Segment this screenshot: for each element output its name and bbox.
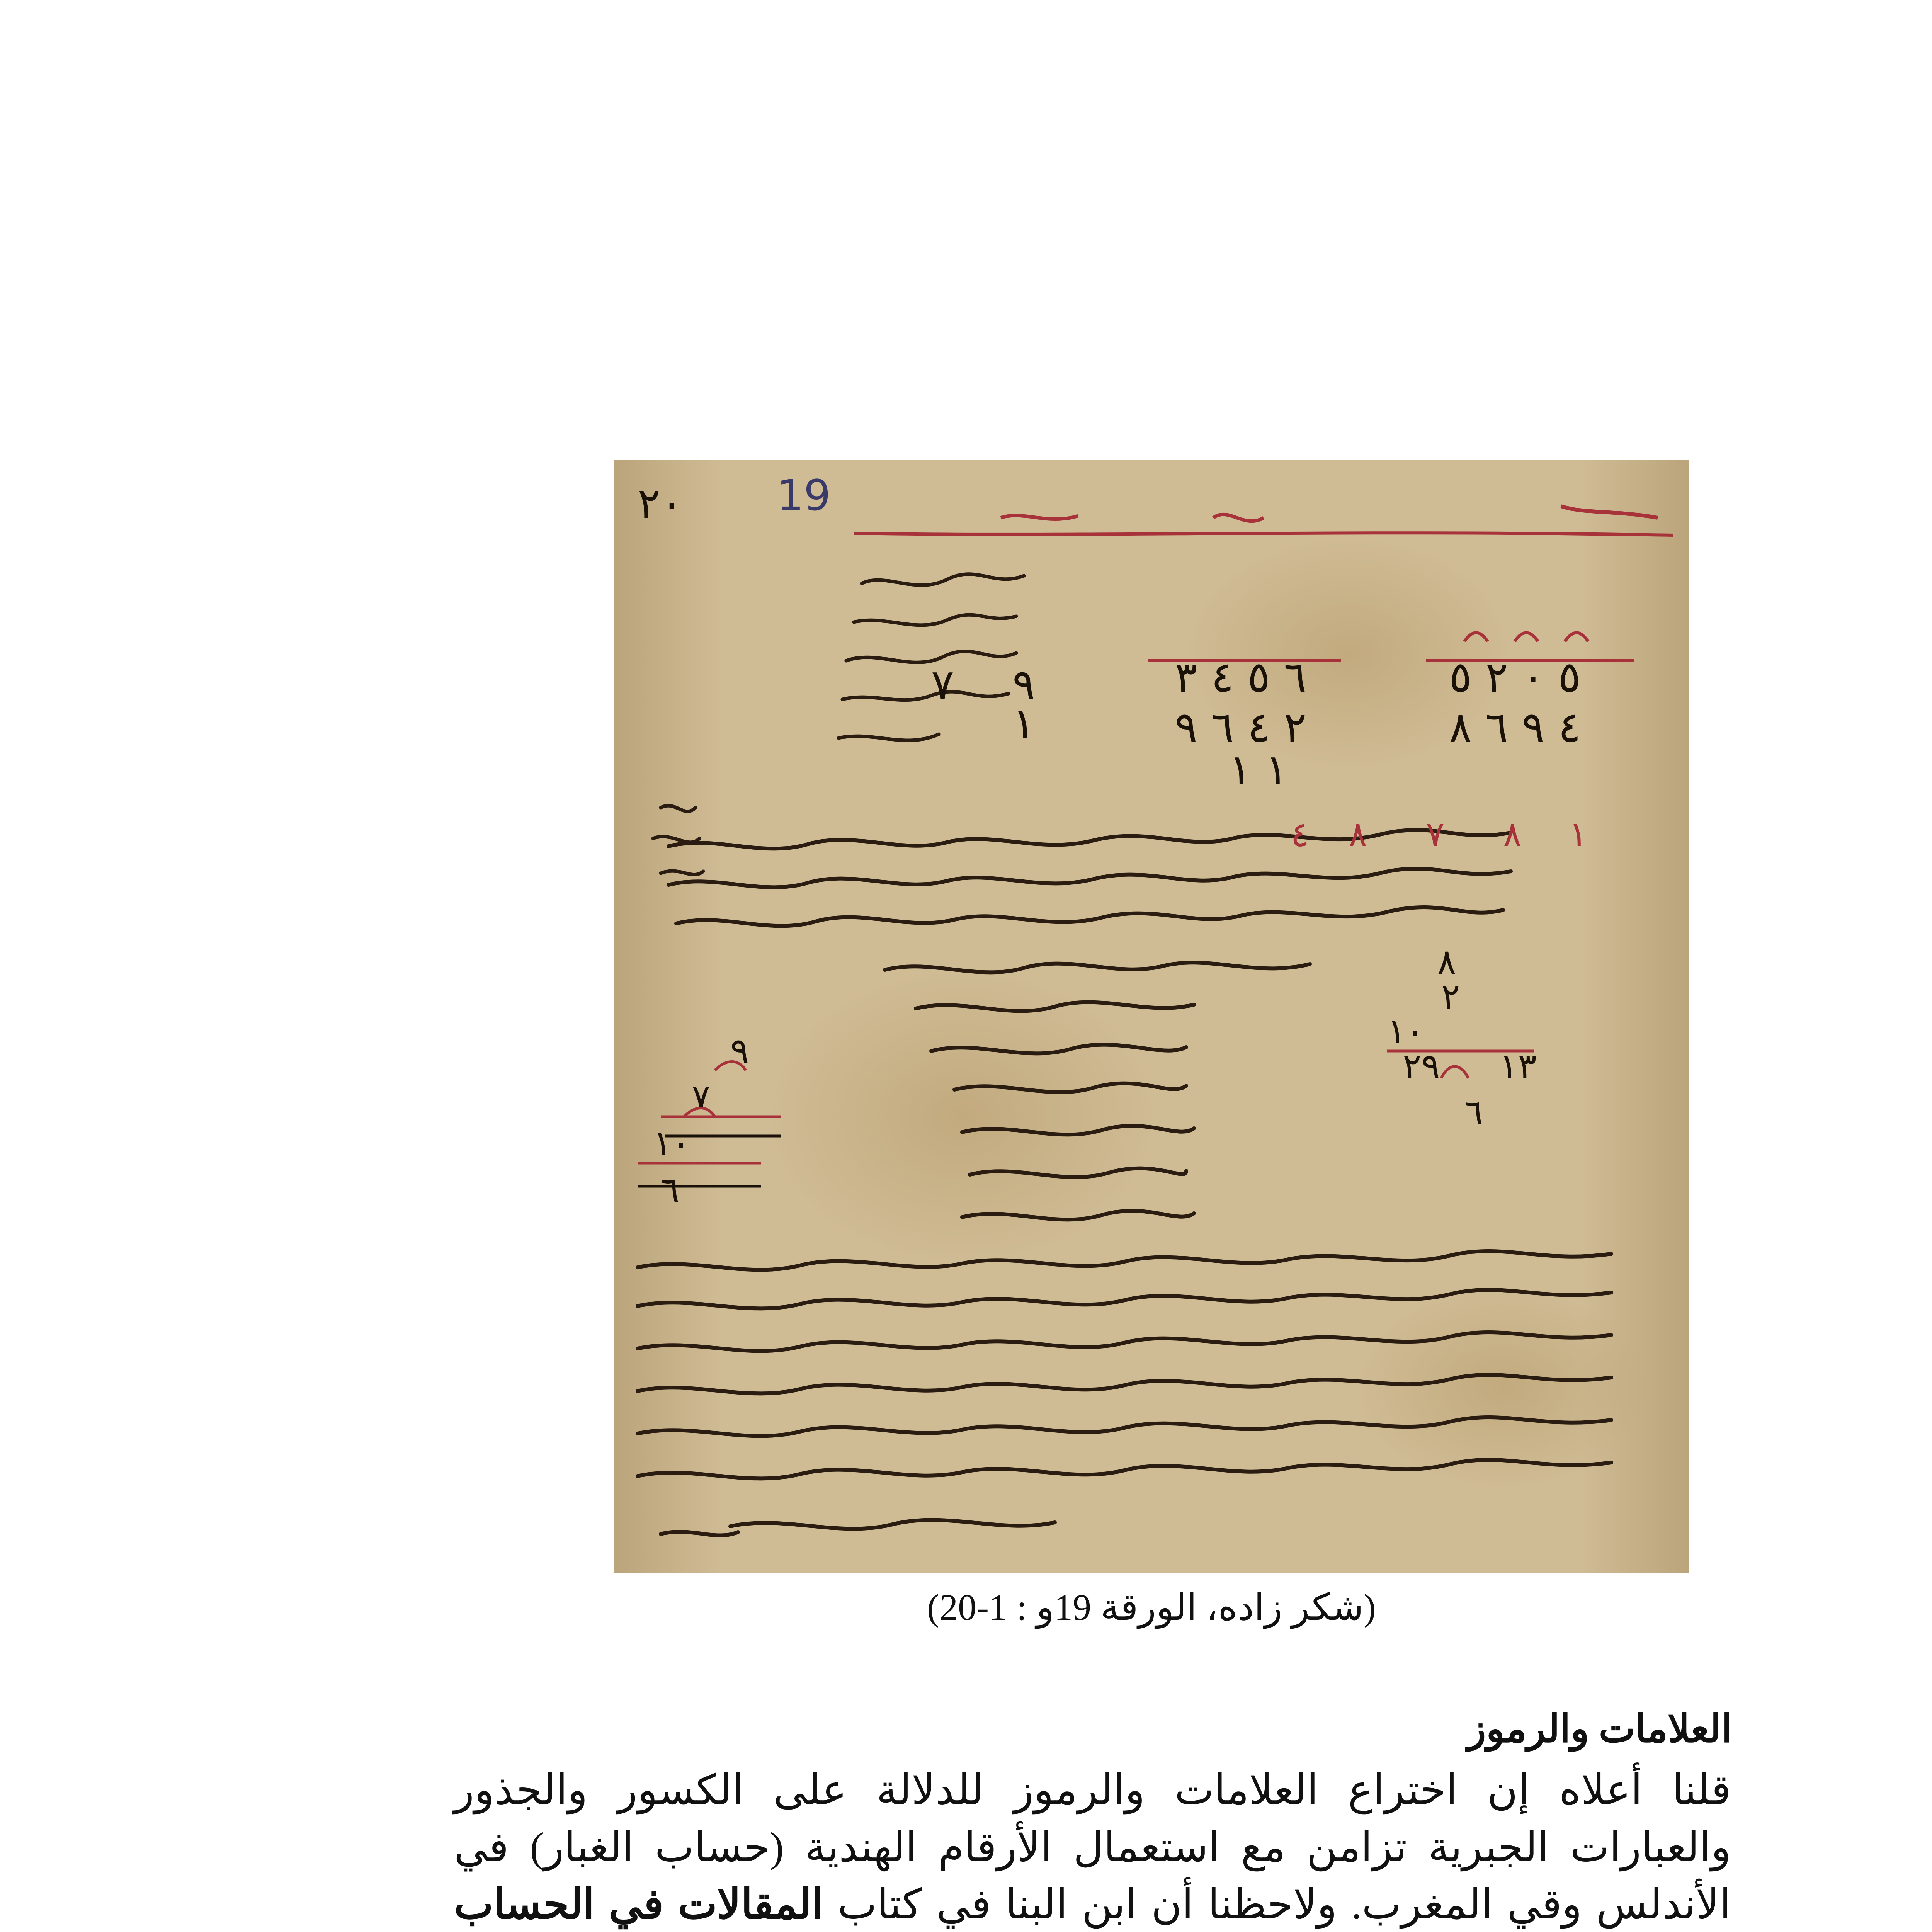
- paragraph-1-line-2: والعبارات الجبرية تزامن مع استعمال الأرقام الهندية (حساب الغبار) في: [454, 1825, 1731, 1871]
- svg-text:٧: ٧: [1426, 814, 1445, 855]
- leaf-number-latin: 19: [777, 471, 831, 520]
- svg-text:٢: ٢: [1441, 976, 1460, 1017]
- svg-text:١٠: ١٠: [1387, 1011, 1425, 1052]
- svg-text:٩: ٩: [730, 1031, 749, 1071]
- svg-text:٦: ٦: [1464, 1092, 1483, 1133]
- paragraph-1: [454, 1762, 1731, 1932]
- paragraph-1-line-3-text: الأندلس وقي المغرب. ولاحظنا أن ابن البنا في كتاب: [823, 1882, 1731, 1928]
- svg-text:٥ ٠ ٢ ٥: ٥ ٠ ٢ ٥: [1449, 652, 1581, 702]
- svg-text:٤: ٤: [1291, 814, 1310, 855]
- svg-text:٤ ٩ ٦ ٨: ٤ ٩ ٦ ٨: [1449, 702, 1581, 752]
- manuscript-figure: [614, 460, 1689, 1573]
- svg-text:٨: ٨: [1503, 814, 1522, 855]
- svg-text:١ ١: ١ ١: [1229, 745, 1288, 794]
- svg-text:٦: ٦: [661, 1170, 680, 1210]
- svg-text:٦ ٥ ٤ ٣: ٦ ٥ ٤ ٣: [1175, 652, 1307, 702]
- svg-text:٧: ٧: [931, 660, 954, 709]
- svg-text:١: ١: [1569, 814, 1588, 855]
- book-title-maqalat: المقالات في الحساب: [454, 1882, 823, 1928]
- svg-text:٨: ٨: [1349, 814, 1367, 855]
- svg-text:١٣: ١٣: [1499, 1046, 1537, 1087]
- svg-text:٢٩: ٢٩: [1403, 1046, 1440, 1087]
- svg-text:٢ ٤ ٦ ٩: ٢ ٤ ٦ ٩: [1175, 702, 1307, 752]
- manuscript-image: [614, 460, 1689, 1573]
- paragraph-1-line-1: قلنا أعلاه إن اختراع العلامات والرموز للدلالة على الكسور والجذور: [454, 1767, 1731, 1813]
- body-text: [454, 1762, 1731, 1932]
- svg-text:١: ١: [1012, 699, 1036, 748]
- svg-text:٧: ٧: [692, 1077, 711, 1117]
- svg-text:١٠: ١٠: [653, 1123, 690, 1164]
- paragraph-1-line-3: [454, 1876, 1731, 1932]
- section-heading: العلامات والرموز: [1467, 1708, 1732, 1750]
- svg-text:٨: ٨: [1437, 942, 1456, 982]
- figure-caption: (شكر زاده، الورقة 19و : 1-20): [927, 1587, 1376, 1628]
- svg-text:٩: ٩: [1012, 660, 1036, 709]
- leaf-number-arabic: ٢٠: [638, 478, 684, 528]
